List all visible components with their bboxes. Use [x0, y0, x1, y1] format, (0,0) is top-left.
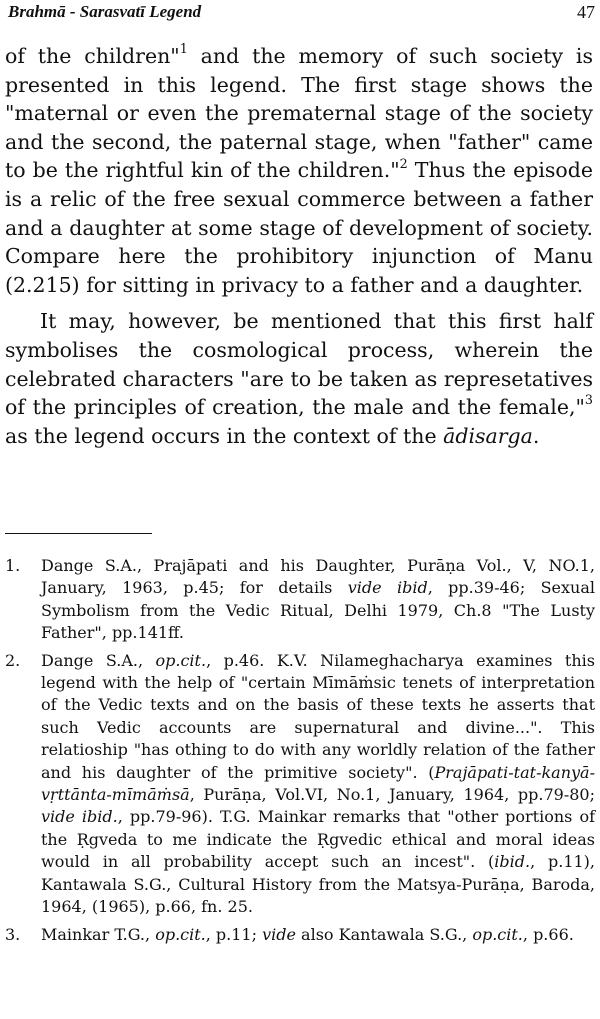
body-paragraph-2: [5, 307, 593, 450]
italic-term: vide: [262, 924, 296, 944]
footnote-2: [5, 650, 595, 919]
text-run: , p.66.: [522, 924, 574, 944]
text-run: as the legend occurs in the context of the: [5, 423, 444, 448]
page-header: [0, 0, 600, 30]
page-number: 47: [577, 2, 595, 22]
italic-term: vide ibid: [347, 578, 428, 598]
italic-term: ibid.: [494, 852, 531, 872]
italic-term: ādisarga: [443, 423, 533, 448]
footnote-1: [5, 555, 595, 645]
footnote-3: [5, 924, 595, 946]
footnote-divider: [5, 533, 152, 534]
text-run: , Purāṇa, Vol.VI, No.1, January, 1964, pp.79-80;: [189, 785, 595, 805]
footnote-ref-3[interactable]: 3: [584, 392, 593, 408]
text-run: , p.46. K.V. Nilameghacharya examines this legend with the help of "certain Mīmāṁsic tenets of interpretation of the Vedic texts and on the basis of these texts he asserts that such Vedic accounts are supernatural and divine...". This relatioship "has othing to do with any worldly relation of the father and his daughter of the primitive society". (: [41, 650, 595, 782]
text-run: of the children": [5, 44, 180, 68]
text-run: .: [532, 423, 540, 448]
text-run: , p.11), Kantawala S.G., Cultural History from the Matsya-Purāṇa, Baroda, 1964, (1965), p.66, fn. 25.: [41, 852, 596, 917]
text-run: Mainkar T.G.,: [41, 924, 156, 944]
italic-term: op.cit.: [155, 924, 206, 944]
text-run: Dange S.A.,: [41, 650, 156, 670]
footnote-ref-2[interactable]: 2: [399, 155, 408, 171]
italic-term: op.cit.: [472, 924, 523, 944]
running-head: Brahmā - Sarasvatī Legend: [8, 2, 202, 21]
text-run: It may, however, be mentioned that this first half symbolises the cosmological process, wherein the celebrated characters "are to be taken as represetatives of the principles of creation, the male and the female,": [5, 309, 593, 420]
footnote-number: 2.: [5, 650, 21, 670]
footnote-number: 3.: [5, 924, 21, 944]
text-run: , pp.39-46; Sexual Symbolism from the Vedic Ritual, Delhi 1979, Ch.8 "The Lusty Father", pp.141ff.: [41, 578, 596, 643]
text-run: Thus the episode is a relic of the free sexual commerce between a father and a daughter at some stage of development of society. Compare here the prohibitory injunction of Manu (2.215) for sitting in privacy to a father and a daughter.: [5, 158, 593, 297]
footnote-number: 1.: [5, 556, 21, 575]
text-run: , p.11;: [205, 924, 263, 944]
text-run: , pp.79-96). T.G. Mainkar remarks that "other portions of the Ṛgveda to me indicate the Ṛgvedic ethical and moral ideas would in all probability accept such an incest". (: [41, 807, 595, 872]
italic-term: op.cit.: [155, 650, 207, 670]
body-text: [5, 42, 593, 450]
text-run: and the memory of such society is presented in this legend. The first stage shows the "maternal or even the prematernal stage of the society and the second, the paternal stage, when "father" came to be the rightful kin of the children.": [5, 44, 593, 183]
footnotes: [5, 555, 595, 946]
italic-term: Prajāpati-tat-kanyā-vṛttānta-mīmāṁsā: [41, 762, 595, 805]
italic-term: vide ibid.: [41, 807, 118, 827]
footnote-ref-1[interactable]: 1: [179, 41, 188, 57]
text-run: also Kantawala S.G.,: [295, 924, 473, 944]
body-paragraph-1: [5, 42, 593, 299]
text-run: Dange S.A., Prajāpati and his Daughter, Purāṇa Vol., V, NO.1, January, 1963, p.45; for details: [41, 556, 595, 598]
